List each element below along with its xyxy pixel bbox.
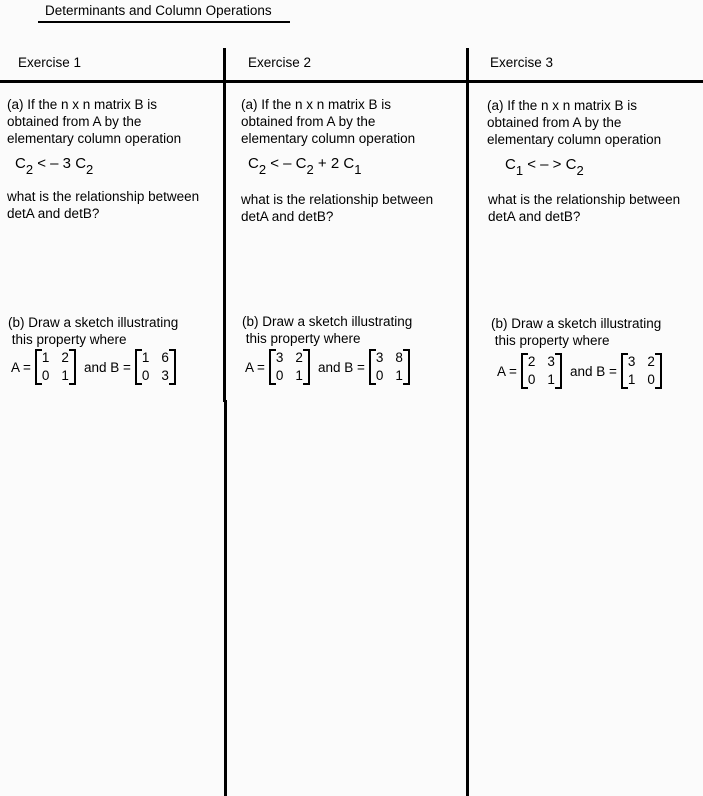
matrix-entry: 0 — [41, 368, 50, 383]
matrix-a — [35, 349, 76, 385]
matrix-entry: 1 — [547, 372, 555, 387]
exercise-2-part-a: (a) If the n x n matrix B is obtained from A by the elementary column operation — [241, 97, 416, 146]
exercise-3-part-b: (b) Draw a sketch illustrating this property where — [491, 316, 662, 348]
matrix-entry: 0 — [141, 368, 150, 383]
column-divider-2 — [466, 48, 469, 796]
exercise-3-part-a: (a) If the n x n matrix B is obtained from A by the elementary column operation — [487, 98, 662, 147]
exercise-2-heading: Exercise 2 — [248, 55, 312, 70]
exercise-2-matrices — [245, 349, 414, 385]
exercise-1-matrices — [11, 349, 180, 385]
exercise-1-column-operation — [15, 155, 93, 177]
matrix-b — [369, 349, 410, 385]
op-term: < – > C — [523, 156, 577, 173]
exercise-1-heading: Exercise 1 — [18, 55, 82, 70]
exercise-3-question: what is the relationship between detA and detB? — [488, 192, 681, 224]
op-subscript: 2 — [258, 162, 267, 177]
exercise-1-part-a: (a) If the n x n matrix B is obtained from A by the elementary column operation — [7, 97, 182, 146]
matrix-entry: 1 — [141, 350, 150, 365]
matrix-entry: 3 — [161, 368, 169, 383]
exercise-2-question: what is the relationship between detA and detB? — [241, 192, 434, 224]
exercise-2-part-b: (b) Draw a sketch illustrating this property where — [242, 314, 413, 346]
matrix-b — [135, 349, 176, 385]
exercise-1-part-b: (b) Draw a sketch illustrating this property where — [8, 315, 179, 347]
matrix-entry: 6 — [161, 350, 169, 365]
exercise-3-matrices — [497, 353, 666, 389]
matrix-a-label: A = — [245, 359, 265, 375]
op-subscript: 1 — [354, 162, 362, 177]
matrix-entry: 1 — [627, 372, 636, 387]
matrix-entry: 2 — [295, 350, 303, 365]
matrix-entry: 1 — [395, 368, 403, 383]
op-term: C — [248, 155, 259, 172]
matrix-entry: 1 — [41, 350, 50, 365]
matrix-a — [269, 349, 310, 385]
matrix-entry: 2 — [527, 354, 536, 369]
page-title: Determinants and Column Operations — [45, 3, 272, 18]
op-term: C — [505, 156, 516, 173]
exercise-3-column-operation — [505, 156, 584, 178]
matrix-entry: 1 — [61, 368, 69, 383]
matrix-b — [621, 353, 662, 389]
matrix-entry: 8 — [395, 350, 403, 365]
matrix-b-label: and B = — [569, 363, 617, 379]
matrix-entry: 2 — [61, 350, 69, 365]
op-term: C — [15, 155, 26, 172]
title-underline — [38, 21, 290, 23]
matrix-entry: 1 — [295, 368, 303, 383]
op-term: + 2 C — [313, 155, 355, 172]
matrix-b-label: and B = — [83, 359, 131, 375]
op-subscript: 2 — [25, 162, 34, 177]
matrix-entry: 0 — [527, 372, 536, 387]
matrix-entry: 0 — [375, 368, 384, 383]
matrix-entry: 3 — [547, 354, 555, 369]
matrix-entry: 3 — [275, 350, 284, 365]
matrix-b-label: and B = — [317, 359, 365, 375]
matrix-a — [521, 353, 562, 389]
exercise-1-question: what is the relationship between detA and detB? — [7, 189, 200, 221]
op-subscript: 1 — [515, 163, 524, 178]
matrix-entry: 0 — [647, 372, 655, 387]
column-divider-1 — [223, 48, 226, 402]
matrix-entry: 3 — [627, 354, 636, 369]
header-divider — [0, 80, 703, 83]
matrix-a-label: A = — [11, 359, 31, 375]
op-term: < – 3 C — [33, 155, 87, 172]
exercise-2-column-operation — [248, 155, 361, 177]
matrix-a-label: A = — [497, 363, 517, 379]
op-subscript: 2 — [306, 162, 314, 177]
column-divider-1-lower — [224, 400, 227, 796]
matrix-entry: 3 — [375, 350, 384, 365]
exercise-3-heading: Exercise 3 — [490, 55, 554, 70]
op-term: < – C — [266, 155, 307, 172]
matrix-entry: 0 — [275, 368, 284, 383]
op-subscript: 2 — [576, 163, 584, 178]
matrix-entry: 2 — [647, 354, 655, 369]
op-subscript: 2 — [86, 162, 94, 177]
